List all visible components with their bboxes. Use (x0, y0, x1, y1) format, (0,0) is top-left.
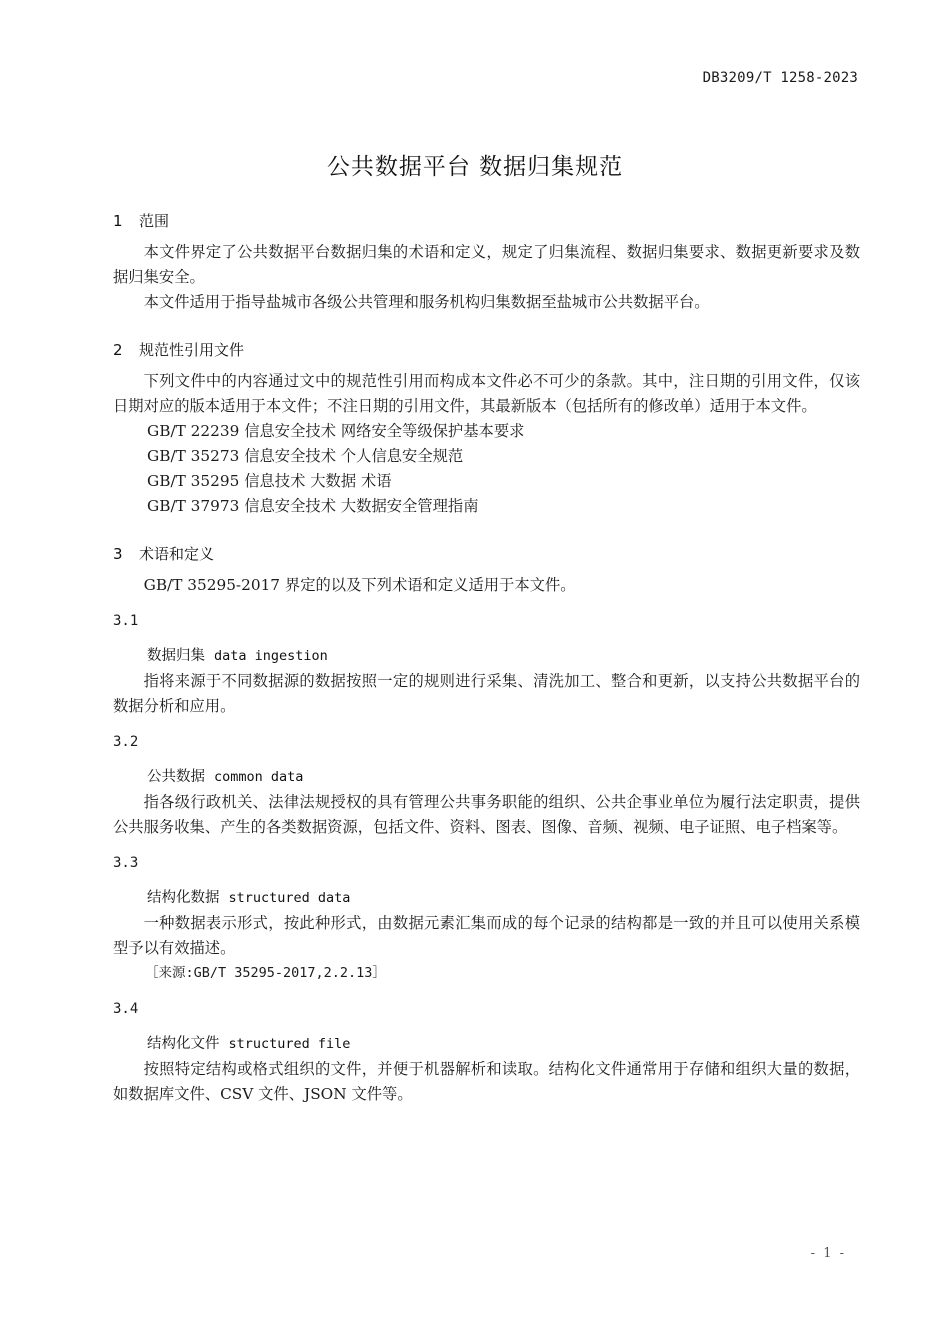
term-definition: 指各级行政机关、法律法规授权的具有管理公共事务职能的组织、公共企事业单位为履行法定职责，提供公共服务收集、产生的各类数据资源，包括文件、资料、图表、图像、音频、视频、电子证照、电子档案等。 (113, 793, 860, 836)
reference-item: GB/T 35273 信息安全技术 个人信息安全规范 (147, 447, 464, 465)
term-number: 3.4 (113, 1001, 139, 1017)
section-title: 规范性引用文件 (139, 341, 245, 359)
paragraph: GB/T 35295-2017 界定的以及下列术语和定义适用于本文件。 (143, 576, 576, 594)
section-terms (113, 543, 860, 1107)
section-heading (113, 210, 860, 232)
reference-item: GB/T 22239 信息安全技术 网络安全等级保护基本要求 (147, 422, 525, 440)
term-name-zh: 数据归集 (147, 648, 205, 664)
term-number: 3.1 (113, 613, 139, 629)
document-title: 公共数据平台 数据归集规范 (326, 154, 624, 180)
term-title (113, 1032, 860, 1057)
section-title: 术语和定义 (139, 545, 215, 563)
term-name-en: data ingestion (214, 648, 328, 664)
term-source-note: ［来源:GB/T 35295-2017,2.2.13］ (145, 965, 386, 981)
term-title (113, 886, 860, 911)
reference-item: GB/T 35295 信息技术 大数据 术语 (147, 472, 392, 490)
reference-item: GB/T 37973 信息安全技术 大数据安全管理指南 (147, 497, 479, 515)
section-number: 1 (113, 212, 123, 230)
term-name-zh: 结构化文件 (147, 1036, 220, 1052)
section-heading (113, 339, 860, 361)
section-title: 范围 (139, 212, 170, 230)
term-definition: 指将来源于不同数据源的数据按照一定的规则进行采集、清洗加工、整合和更新，以支持公共数据平台的数据分析和应用。 (113, 672, 860, 715)
section-scope (113, 210, 860, 315)
term-name-en: common data (214, 769, 304, 785)
term-definition: 按照特定结构或格式组织的文件，并便于机器解析和读取。结构化文件通常用于存储和组织大量的数据，如数据库文件、CSV 文件、JSON 文件等。 (113, 1060, 860, 1103)
term-definition: 一种数据表示形式，按此种形式，由数据元素汇集而成的每个记录的结构都是一致的并且可以使用关系模型予以有效描述。 (113, 914, 860, 957)
term-number: 3.2 (113, 734, 139, 750)
term-number: 3.3 (113, 855, 139, 871)
section-heading (113, 543, 860, 565)
page-number: - 1 - (810, 1246, 846, 1261)
term-entry (113, 852, 860, 986)
term-title (113, 765, 860, 790)
section-number: 2 (113, 341, 123, 359)
term-entry (113, 731, 860, 840)
paragraph: 下列文件中的内容通过文中的规范性引用而构成本文件必不可少的条款。其中，注日期的引用文件，仅该日期对应的版本适用于本文件；不注日期的引用文件，其最新版本（包括所有的修改单）适用于本文件。 (113, 372, 860, 415)
term-name-en: structured file (228, 1036, 351, 1052)
term-name-en: structured data (228, 890, 351, 906)
paragraph: 本文件界定了公共数据平台数据归集的术语和定义，规定了归集流程、数据归集要求、数据更新要求及数据归集安全。 (113, 243, 860, 286)
term-entry (113, 998, 860, 1107)
section-number: 3 (113, 545, 123, 563)
term-entry (113, 610, 860, 719)
document-code: DB3209/T 1258-2023 (702, 70, 858, 86)
term-name-zh: 结构化数据 (147, 890, 220, 906)
section-normative-references (113, 339, 860, 519)
term-name-zh: 公共数据 (147, 769, 205, 785)
term-title (113, 644, 860, 669)
document-body (113, 210, 860, 1107)
paragraph: 本文件适用于指导盐城市各级公共管理和服务机构归集数据至盐城市公共数据平台。 (143, 293, 710, 311)
